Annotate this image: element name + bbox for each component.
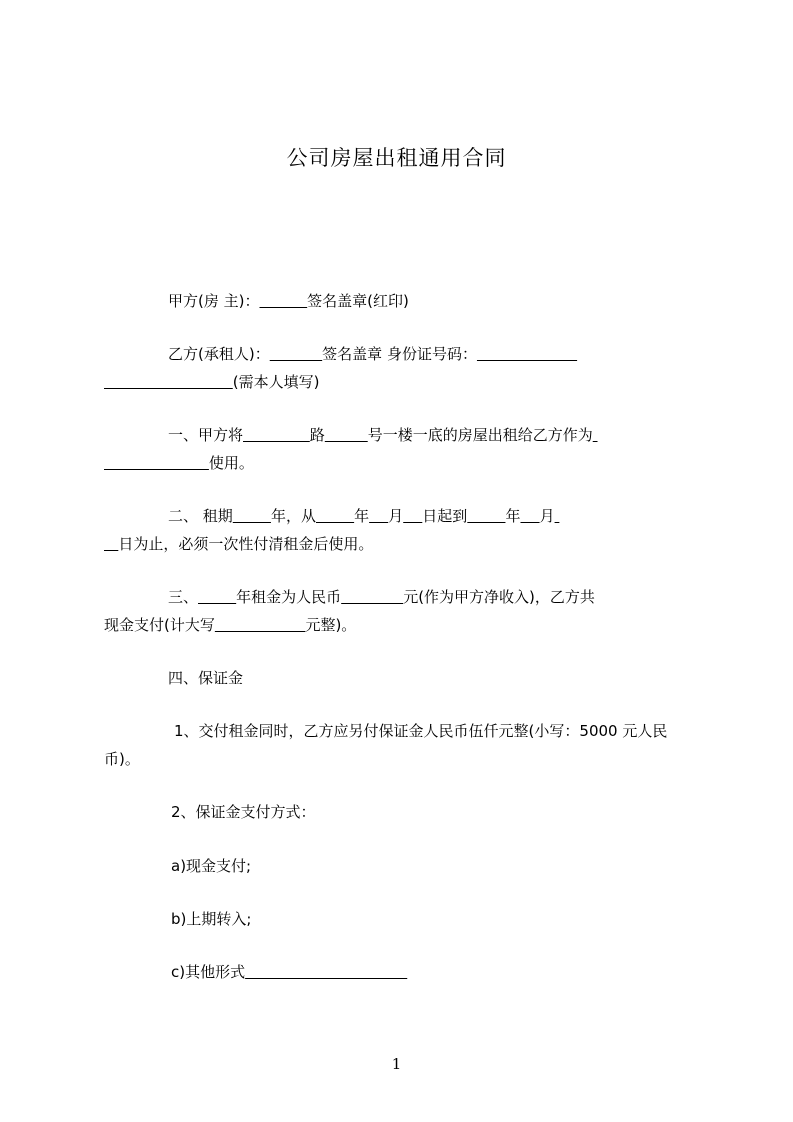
party-b-blank-2: [477, 345, 577, 363]
clause-4-item-2c-label: c)其他形式: [171, 963, 246, 981]
clause-3-text-2: 元(作为甲方净收入)，乙方共: [403, 588, 595, 606]
party-a-line: [168, 290, 409, 312]
clause-2-line-2: [104, 533, 373, 555]
clause-1-road: 路: [309, 426, 325, 444]
clause-1-line-1: [168, 424, 598, 446]
clause-2-year: 年: [354, 507, 370, 525]
clause-3-line-2: [104, 614, 356, 636]
clause-2-text-1: 年，从: [270, 507, 316, 525]
clause-3-prefix: 三、: [168, 588, 199, 606]
clause-4-heading: 四、保证金: [168, 669, 244, 687]
clause-2-blank-7: [555, 507, 560, 525]
clause-2-text-3: 日为止，必须一次性付清租金后使用。: [118, 535, 374, 553]
clause-3-text-4: 元整)。: [305, 616, 357, 634]
clause-1-text-2: 使用。: [208, 454, 254, 472]
clause-2-blank-2: [316, 507, 354, 525]
party-b-line-2: [104, 371, 319, 393]
clause-3-blank-3: [215, 616, 306, 634]
clause-4-item-2c-blank: [245, 963, 407, 981]
clause-3-text-1: 年租金为人民币: [236, 588, 342, 606]
clause-2-text-2: 日起到: [422, 507, 468, 525]
clause-4-item-2b: b)上期转入;: [171, 910, 252, 928]
clause-2-blank-4: [403, 507, 422, 525]
party-a-label: 甲方(房 主)：: [168, 292, 260, 310]
party-b-note: (需本人填写): [232, 373, 320, 391]
clause-2-blank-8: [104, 535, 118, 553]
party-a-blank: [259, 292, 307, 310]
clause-4-item-2c: [171, 961, 407, 983]
clause-3-line-1: [168, 586, 595, 608]
party-a-sign: 签名盖章(红印): [307, 292, 409, 310]
clause-1-blank-4: [104, 454, 209, 472]
clause-2-blank-5: [467, 507, 505, 525]
party-b-label: 乙方(承租人)：: [168, 345, 270, 363]
party-b-blank-3: [104, 373, 233, 391]
clause-2-blank-1: [233, 507, 271, 525]
clause-1-blank-2: [325, 426, 368, 444]
clause-1-text-1: 号一楼一底的房屋出租给乙方作为: [367, 426, 593, 444]
clause-4-item-2: 2、保证金支付方式：: [171, 803, 316, 821]
clause-2-month-2: 月: [539, 507, 555, 525]
clause-2-year-2: 年: [505, 507, 521, 525]
clause-3-text-3: 现金支付(计大写: [104, 616, 215, 634]
party-b-sign: 签名盖章 身份证号码：: [322, 345, 477, 363]
clause-1-blank-3: [593, 426, 598, 444]
clause-2-month: 月: [388, 507, 404, 525]
clause-4-item-1-line-2: 币)。: [104, 750, 140, 768]
party-b-line-1: [168, 343, 577, 365]
clause-3-blank-1: [198, 588, 236, 606]
clause-2-line-1: [168, 505, 559, 527]
clause-4-item-1-line-1: 1、交付租金同时，乙方应另付保证金人民币伍仟元整(小写：5000 元人民: [174, 722, 668, 740]
clause-1-line-2: [104, 452, 254, 474]
party-b-blank-1: [270, 345, 322, 363]
clause-4-item-2a: a)现金支付;: [171, 857, 252, 875]
document-title: 公司房屋出租通用合同: [286, 146, 507, 170]
clause-1-prefix: 一、甲方将: [168, 426, 244, 444]
clause-2-blank-6: [520, 507, 539, 525]
clause-1-blank-1: [243, 426, 310, 444]
clause-2-prefix: 二、 租期: [168, 507, 233, 525]
page-number: 1: [391, 1055, 402, 1073]
clause-3-blank-2: [341, 588, 403, 606]
clause-2-blank-3: [369, 507, 388, 525]
